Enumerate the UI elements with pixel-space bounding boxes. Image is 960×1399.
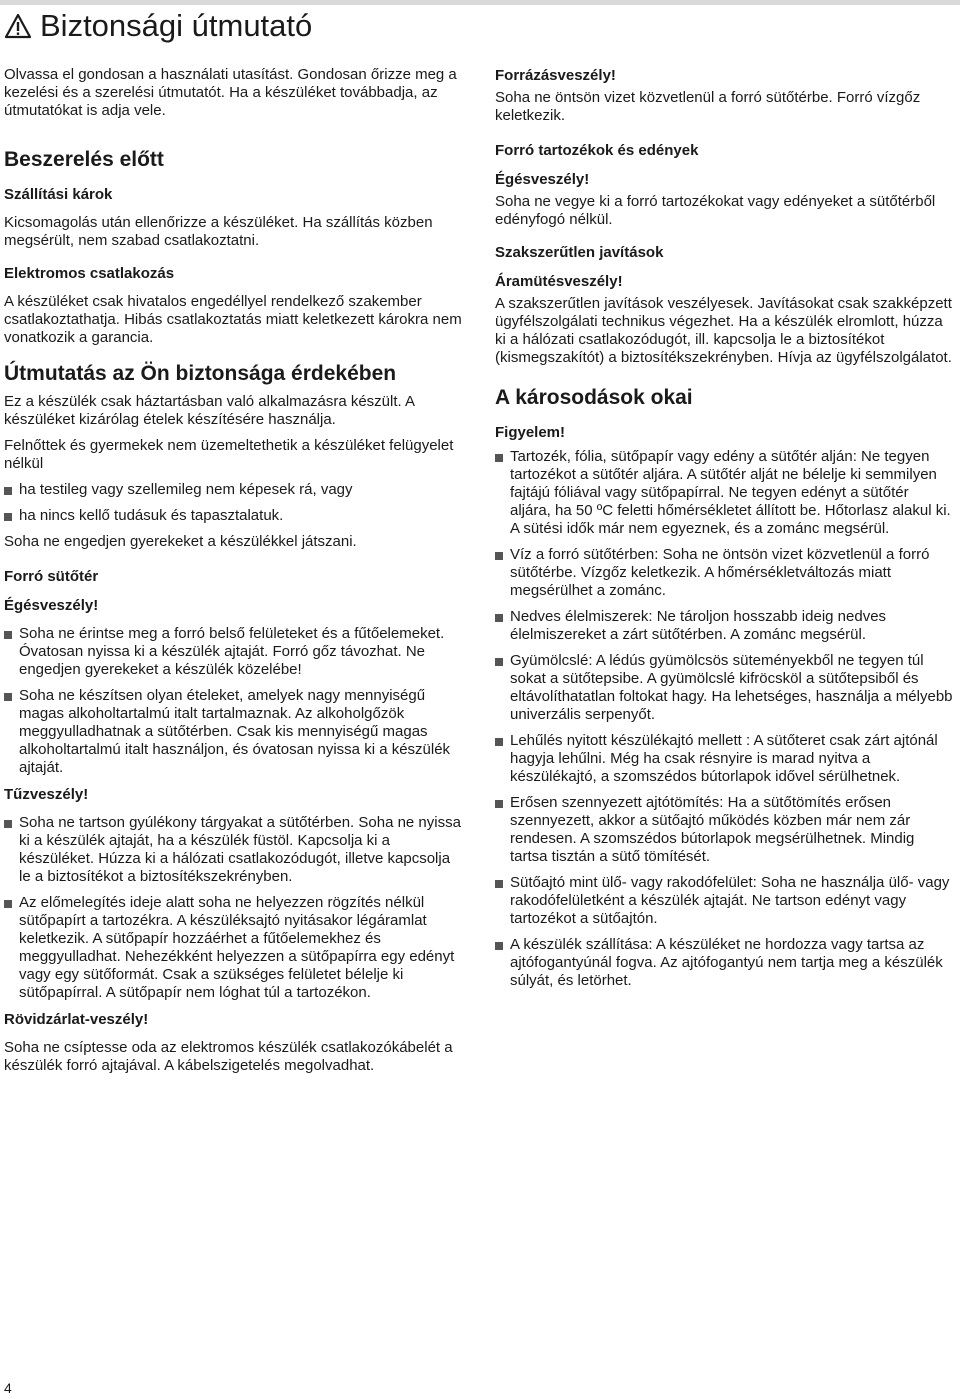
hot-accessories-text: Soha ne vegye ki a forró tartozékokat vagy edényeket a sütőtérből edényfogó nélkül. (495, 193, 936, 228)
bullet-square-icon (4, 631, 12, 639)
transport-damage-text: Kicsomagolás után ellenőrizze a készüléket. Ha szállítás közben megsérült, nem szabad csatlakoztatni. (4, 214, 433, 249)
warning-triangle-icon (4, 9, 32, 49)
list-item: Tartozék, fólia, sütőpapír vagy edény a sütőtér alján: Ne tegyen tartozékot a sütőtér aljára. A sütőtér alját ne bélelje ki semmilyen fajtájú fóliával vagy sütőpapírral. Ne tegyen edényt a sütőtér aljára, ha 50 ºC feletti hőmérsékletet állított be. Hőtorlasz alakul ki. A sütési idők már nem egyeznek, és a zománc megsérül. (495, 448, 953, 538)
list-item: ha nincs kellő tudásuk és tapasztalatuk. (4, 507, 462, 525)
list-item: Soha ne tartson gyúlékony tárgyakat a sütőtérben. Soha ne nyissa ki a készülék ajtaját, ha a készülék füstöl. Kapcsolja ki a készüléket. Húzza ki a hálózati csatlakozódugót, illetve kapcsolja le a biztosítékot a biztosítékszekrényben. (4, 814, 462, 886)
right-column (495, 66, 953, 998)
safety-list (4, 481, 462, 525)
left-column (4, 66, 462, 1083)
repairs-heading: Szakszerűtlen javítások (495, 244, 664, 261)
bullet-square-icon (495, 454, 503, 462)
bullet-square-icon (495, 614, 503, 622)
bullet-square-icon (4, 820, 12, 828)
list-item: Sütőajtó mint ülő- vagy rakodófelület: Soha ne használja ülő- vagy rakodófelületként a készülék ajtaját. Ne tartson edényt vagy tartozékot a sütőajtón. (495, 874, 953, 928)
bullet-square-icon (495, 942, 503, 950)
repairs-text: A szakszerűtlen javítások veszélyesek. Javításokat csak szakképzett ügyfélszolgálati technikus végezhet. Ha a készülék elromlott, húzza ki a hálózati csatlakozódugót, ill. kapcsolja le a biztosítékot (kismegszakítót) a biztosítékszekrényben. Hívja az ügyfélszolgálatot. (495, 295, 952, 366)
list-item: Nedves élelmiszerek: Ne tároljon hosszabb ideig nedves élelmiszereket a zárt sütőtérben. A zománc megsérül. (495, 608, 953, 644)
burn-list (4, 625, 462, 777)
scald-danger-heading: Forrázásveszély! (495, 67, 616, 84)
attention-heading: Figyelem! (495, 424, 566, 441)
scald-danger-text: Soha ne öntsön vizet közvetlenül a forró sütőtérbe. Forró vízgőz keletkezik. (495, 89, 921, 124)
damage-causes-heading: A károsodások okai (495, 386, 693, 409)
burn-danger-heading: Égésveszély! (4, 597, 99, 614)
fire-danger-heading: Tűzveszély! (4, 786, 89, 803)
list-item: Lehűlés nyitott készülékajtó mellett : A sütőteret csak zárt ajtónál hagyja lehűlni. Még ha csak résnyire is marad nyitva a készülékajtó, a szomszédos bútorlapok idővel sérülhetnek. (495, 732, 953, 786)
safety-text-3: Soha ne engedjen gyerekeket a készülékkel játszani. (4, 533, 357, 550)
page-number: 4 (4, 1380, 12, 1396)
bullet-square-icon (4, 513, 12, 521)
safety-text-2: Felnőttek és gyermekek nem üzemeltethetik a készüléket felügyelet nélkül (4, 437, 454, 472)
list-item: Gyümölcslé: A lédús gyümölcsös süteményekből ne tegyen túl sokat a sütőtepsibe. A gyümölcslé kifröcsköl a sütőtepsiből és eltávolíthatatlan foltokat hagy. Ha lehetséges, használja a mélyebb univerzális serpenyőt. (495, 652, 953, 724)
page-title-text: Biztonsági útmutató (40, 8, 313, 43)
page-title (4, 6, 312, 49)
damage-list (495, 448, 953, 990)
top-rule (0, 0, 960, 5)
list-item: Soha ne érintse meg a forró belső felületeket és a fűtőelemeket. Óvatosan nyissa ki a készülék ajtaját. Forró gőz távozhat. Ne engedjen gyerekeket a készülék közelébe! (4, 625, 462, 679)
bullet-square-icon (495, 880, 503, 888)
bullet-square-icon (4, 900, 12, 908)
list-item: ha testileg vagy szellemileg nem képesek rá, vagy (4, 481, 462, 499)
short-circuit-heading: Rövidzárlat-veszély! (4, 1011, 149, 1028)
hot-oven-heading: Forró sütőtér (4, 568, 99, 585)
hot-accessories-heading: Forró tartozékok és edények (495, 142, 699, 159)
safety-text-1: Ez a készülék csak háztartásban való alkalmazásra készült. A készüléket kizárólag ételek készítésére használja. (4, 393, 415, 428)
list-item: A készülék szállítása: A készüléket ne hordozza vagy tartsa az ajtófogantyúnál fogva. Az ajtófogantyú nem tartja meg a készülék súlyát, és letörhet. (495, 936, 953, 990)
bullet-square-icon (4, 487, 12, 495)
bullet-square-icon (495, 738, 503, 746)
fire-list (4, 814, 462, 1002)
list-item: Soha ne készítsen olyan ételeket, amelyek nagy mennyiségű magas alkoholtartalmú italt tartalmaznak. Az alkoholgőzök meggyulladhatnak a sütőtérben. Csak kis mennyiségű magas alkoholtartalmú italt használjon, és óvatosan nyissa ki a készülék ajtaját. (4, 687, 462, 777)
bullet-square-icon (495, 552, 503, 560)
electric-shock-heading: Áramütésveszély! (495, 273, 623, 290)
electrical-connection-heading: Elektromos csatlakozás (4, 265, 175, 282)
list-item: Víz a forró sütőtérben: Soha ne öntsön vizet közvetlenül a forró sütőtérbe. Vízgőz keletkezik. A hőmérsékletváltozás miatt megsérülhet a zománc. (495, 546, 953, 600)
list-item: Erősen szennyezett ajtótömítés: Ha a sütőtömítés erősen szennyezett, akkor a sütőajtó működés közben már nem zár rendesen. A szomszédos bútorlapok megsérülhetnek. Mindig tartsa tisztán a sütő tömítését. (495, 794, 953, 866)
before-install-heading: Beszerelés előtt (4, 148, 164, 171)
transport-damage-heading: Szállítási károk (4, 186, 113, 203)
list-item: Az előmelegítés ideje alatt soha ne helyezzen rögzítés nélkül sütőpapírt a tartozékra. A készüléksajtó nyitásakor légáramlat keletkezik. A sütőpapír hozzáérhet a fűtőelemekhez és meggyulladhat. Nehezékként helyezzen a sütőpapírra egy edényt vagy egy sütőformát. Csak a szükséges felületet bélelje ki sütőpapírral. A sütőpapír nem lóghat túl a tartozékon. (4, 894, 462, 1002)
bullet-square-icon (4, 693, 12, 701)
intro-text: Olvassa el gondosan a használati utasítást. Gondosan őrizze meg a kezelési és a szerelési útmutatót. Ha a készüléket továbbadja, az útmutatókat is adja vele. (4, 66, 457, 119)
short-circuit-text: Soha ne csíptesse oda az elektromos készülék csatlakozókábelét a készülék forró ajtajával. A kábelszigetelés megolvadhat. (4, 1039, 453, 1074)
bullet-square-icon (495, 658, 503, 666)
safety-heading: Útmutatás az Ön biztonsága érdekében (4, 362, 397, 385)
electrical-connection-text: A készüléket csak hivatalos engedéllyel rendelkező szakember csatlakoztathatja. Hibás csatlakoztatás miatt keletkezett károkra nem vonatkozik a garancia. (4, 293, 462, 346)
hot-accessories-burn-heading: Égésveszély! (495, 171, 590, 188)
bullet-square-icon (495, 800, 503, 808)
